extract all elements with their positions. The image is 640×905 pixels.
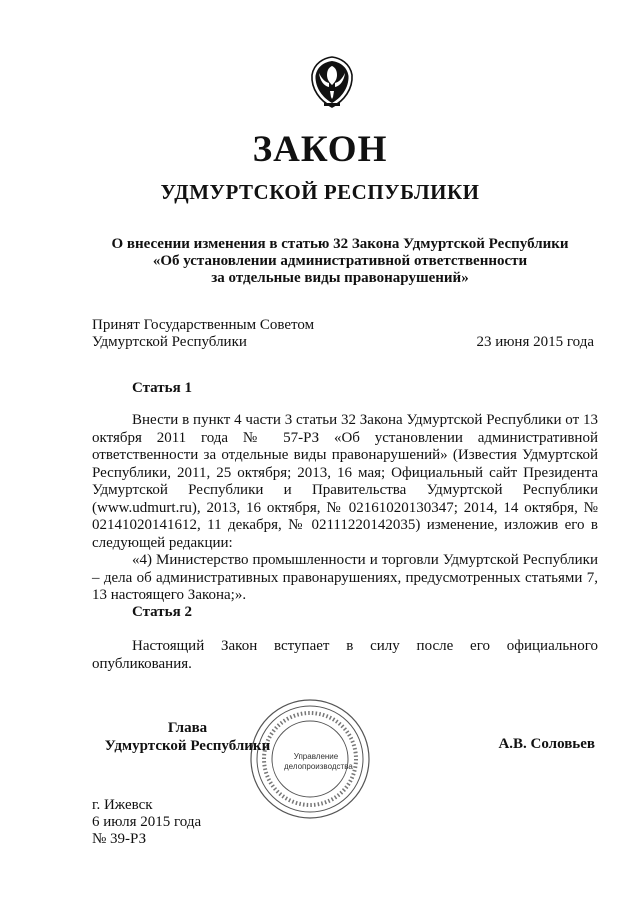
article-1-paragraph: «4) Министерство промышленности и торговли Удмуртской Республики – дела об административных правонарушениях, предусмотренных статьями 7, 13 настоящего Закона;». [92, 552, 598, 603]
stamp-text-line: делопроизводства [284, 762, 353, 771]
article-2-title: Статья 2 [132, 604, 192, 620]
accepted-by-line: Удмуртской Республики [92, 334, 247, 350]
article-1-paragraph: Внести в пункт 4 части 3 статьи 32 Закона Удмуртской Республики от 13 октября 2011 года № 57-РЗ «Об установлении административной ответственности за отдельные виды правонарушений» (Известия Удмуртской Республики, 2011, 25 октября; 2013, 16 мая; Официальный сайт Президента Удмуртской Республики и Правительства Удмуртской Республики (www.udmurt.ru), 2013, 16 октября, № 02161020130347; 2014, 14 октября, № 02141020141612, 11 декабря, № 02111220142035) изменение, изложив его в следующей редакции: [92, 412, 598, 551]
number-line: № 39-РЗ [92, 831, 147, 847]
document-subtitle: УДМУРТСКОЙ РЕСПУБЛИКИ [160, 180, 480, 204]
article-2-body [92, 638, 598, 673]
document-title: ЗАКОН [252, 129, 388, 170]
accepted-by [92, 317, 314, 351]
accepted-date: 23 июня 2015 года [476, 334, 594, 350]
stamp-text-line: Управление [293, 752, 339, 761]
article-1-title: Статья 1 [132, 380, 192, 396]
law-heading-line: О внесении изменения в статью 32 Закона Удмуртской Республики [111, 236, 569, 252]
signatory-name: А.В. Соловьев [498, 736, 595, 752]
accepted-by-line: Принят Государственным Советом [92, 317, 315, 333]
article-1-body [92, 412, 598, 605]
law-heading-line: за отдельные виды правонарушений» [211, 270, 469, 286]
signatory-position [100, 719, 275, 755]
article-2-paragraph: Настоящий Закон вступает в силу после его официального опубликования. [92, 638, 598, 672]
stamp-text [284, 752, 353, 772]
coat-of-arms-emblem [310, 55, 354, 109]
place-date-number [92, 797, 201, 848]
signatory-position-line: Удмуртской Республики [104, 738, 271, 754]
date-line: 6 июля 2015 года [92, 814, 202, 830]
place-line: г. Ижевск [92, 797, 153, 813]
law-heading [60, 236, 620, 287]
law-heading-line: «Об установлении административной ответственности [152, 253, 528, 269]
signatory-position-line: Глава [167, 720, 208, 736]
